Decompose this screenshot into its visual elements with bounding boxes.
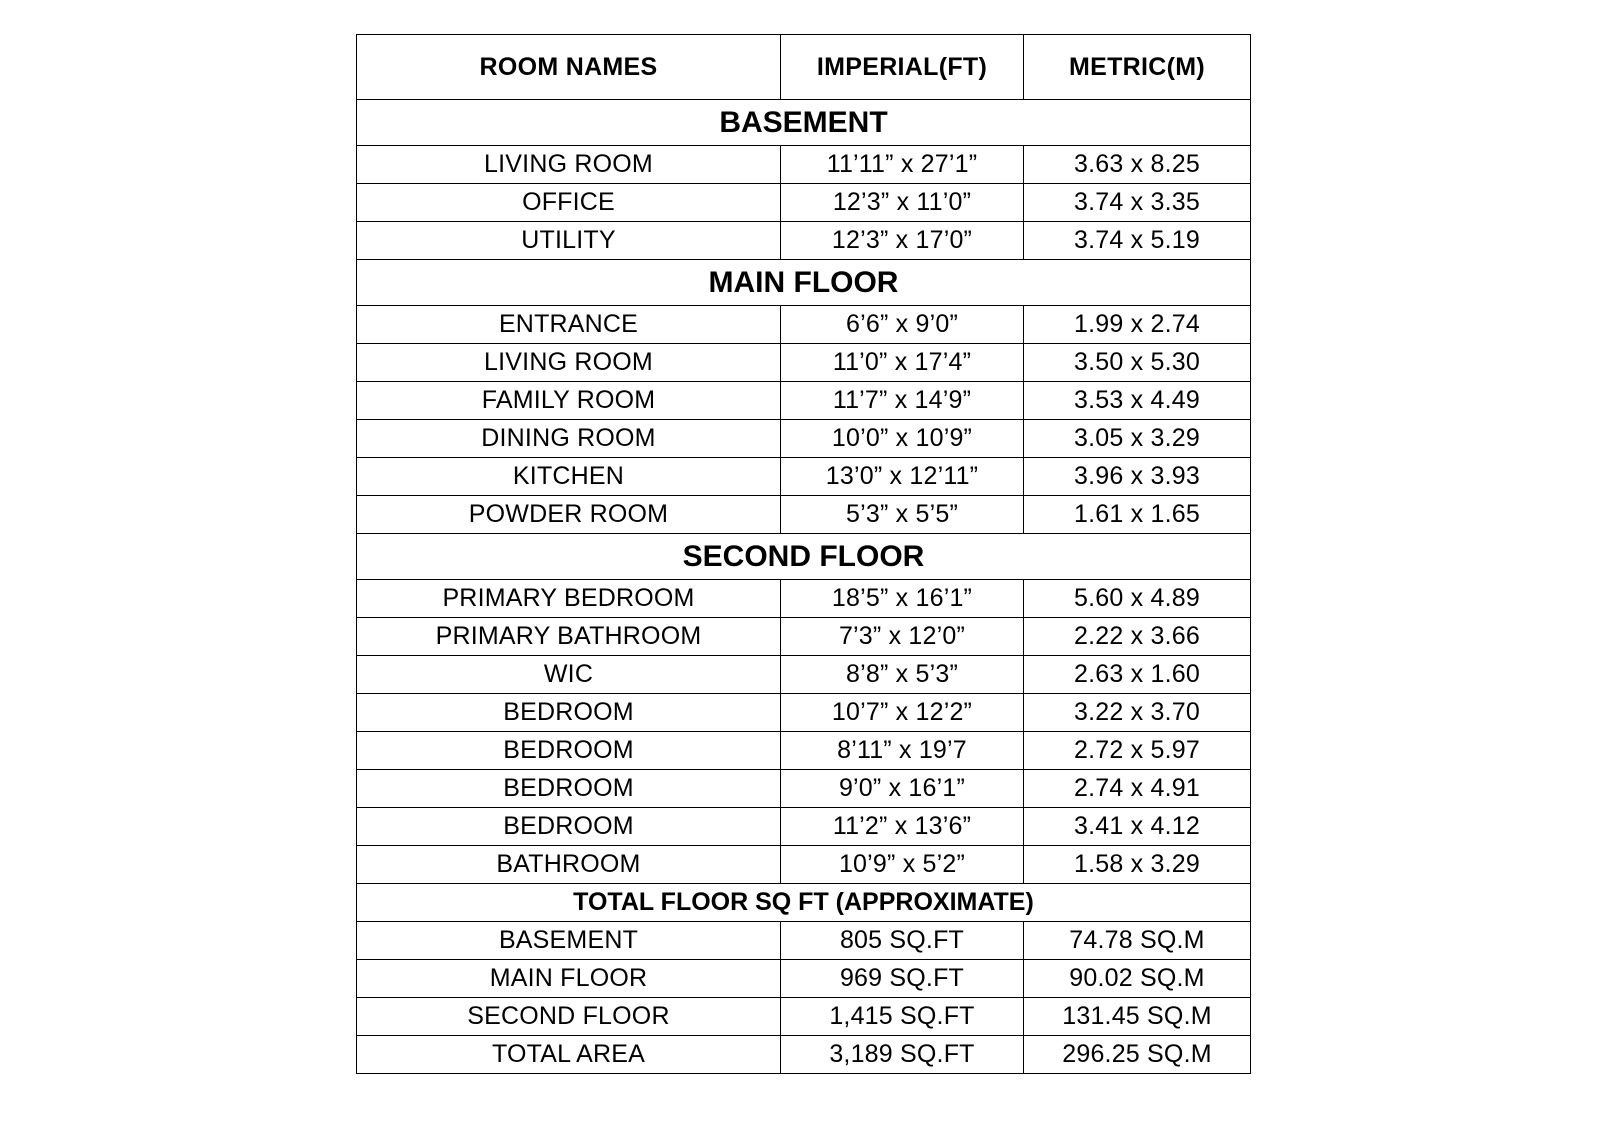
imperial-area: 969 SQ.FT: [781, 960, 1024, 998]
imperial-size: 11’7” x 14’9”: [781, 382, 1024, 420]
metric-size: 3.50 x 5.30: [1024, 344, 1251, 382]
imperial-size: 5’3” x 5’5”: [781, 496, 1024, 534]
section-title: TOTAL FLOOR SQ FT (APPROXIMATE): [357, 884, 1251, 922]
section-totals: [357, 884, 1251, 922]
table-row: [357, 146, 1251, 184]
room-name: WIC: [357, 656, 781, 694]
table-header-row: [357, 35, 1251, 100]
metric-size: 3.63 x 8.25: [1024, 146, 1251, 184]
imperial-size: 8’11” x 19’7: [781, 732, 1024, 770]
imperial-size: 11’0” x 17’4”: [781, 344, 1024, 382]
metric-size: 1.61 x 1.65: [1024, 496, 1251, 534]
table-row: [357, 922, 1251, 960]
table-row: [357, 618, 1251, 656]
table-row: [357, 382, 1251, 420]
metric-size: 1.58 x 3.29: [1024, 846, 1251, 884]
room-name: OFFICE: [357, 184, 781, 222]
imperial-size: 7’3” x 12’0”: [781, 618, 1024, 656]
imperial-area: 1,415 SQ.FT: [781, 998, 1024, 1036]
table-row: [357, 306, 1251, 344]
metric-size: 5.60 x 4.89: [1024, 580, 1251, 618]
table-row: [357, 1036, 1251, 1074]
table-row: [357, 184, 1251, 222]
table-row: [357, 960, 1251, 998]
room-name: LIVING ROOM: [357, 146, 781, 184]
room-name: KITCHEN: [357, 458, 781, 496]
metric-area: 74.78 SQ.M: [1024, 922, 1251, 960]
header-metric: METRIC(M): [1024, 35, 1251, 100]
imperial-size: 12’3” x 17’0”: [781, 222, 1024, 260]
metric-size: 3.74 x 5.19: [1024, 222, 1251, 260]
room-name: UTILITY: [357, 222, 781, 260]
floor-name: SECOND FLOOR: [357, 998, 781, 1036]
section-title: MAIN FLOOR: [357, 260, 1251, 306]
table-row: [357, 458, 1251, 496]
table-row: [357, 420, 1251, 458]
imperial-size: 12’3” x 11’0”: [781, 184, 1024, 222]
imperial-size: 11’2” x 13’6”: [781, 808, 1024, 846]
floor-name: MAIN FLOOR: [357, 960, 781, 998]
metric-size: 1.99 x 2.74: [1024, 306, 1251, 344]
imperial-area: 805 SQ.FT: [781, 922, 1024, 960]
imperial-size: 13’0” x 12’11”: [781, 458, 1024, 496]
room-name: PRIMARY BEDROOM: [357, 580, 781, 618]
table-row: [357, 694, 1251, 732]
metric-size: 2.63 x 1.60: [1024, 656, 1251, 694]
room-name: POWDER ROOM: [357, 496, 781, 534]
header-room-names: ROOM NAMES: [357, 35, 781, 100]
imperial-size: 9’0” x 16’1”: [781, 770, 1024, 808]
table-row: [357, 732, 1251, 770]
metric-area: 296.25 SQ.M: [1024, 1036, 1251, 1074]
floor-name: TOTAL AREA: [357, 1036, 781, 1074]
room-name: PRIMARY BATHROOM: [357, 618, 781, 656]
imperial-size: 10’9” x 5’2”: [781, 846, 1024, 884]
section-title: SECOND FLOOR: [357, 534, 1251, 580]
table-row: [357, 846, 1251, 884]
metric-size: 3.96 x 3.93: [1024, 458, 1251, 496]
imperial-size: 8’8” x 5’3”: [781, 656, 1024, 694]
table-row: [357, 496, 1251, 534]
metric-size: 3.05 x 3.29: [1024, 420, 1251, 458]
table-row: [357, 808, 1251, 846]
section-main-floor: [357, 260, 1251, 306]
room-name: BEDROOM: [357, 732, 781, 770]
section-basement: [357, 100, 1251, 146]
imperial-size: 6’6” x 9’0”: [781, 306, 1024, 344]
room-name: BEDROOM: [357, 694, 781, 732]
room-name: DINING ROOM: [357, 420, 781, 458]
imperial-area: 3,189 SQ.FT: [781, 1036, 1024, 1074]
metric-area: 131.45 SQ.M: [1024, 998, 1251, 1036]
room-name: ENTRANCE: [357, 306, 781, 344]
imperial-size: 10’7” x 12’2”: [781, 694, 1024, 732]
metric-size: 2.74 x 4.91: [1024, 770, 1251, 808]
room-dimensions-table: [356, 34, 1251, 1074]
imperial-size: 11’11” x 27’1”: [781, 146, 1024, 184]
imperial-size: 10’0” x 10’9”: [781, 420, 1024, 458]
metric-size: 3.41 x 4.12: [1024, 808, 1251, 846]
metric-size: 3.74 x 3.35: [1024, 184, 1251, 222]
room-name: BATHROOM: [357, 846, 781, 884]
metric-area: 90.02 SQ.M: [1024, 960, 1251, 998]
table-row: [357, 656, 1251, 694]
table-row: [357, 222, 1251, 260]
metric-size: 3.53 x 4.49: [1024, 382, 1251, 420]
room-name: BEDROOM: [357, 808, 781, 846]
table-row: [357, 770, 1251, 808]
section-title: BASEMENT: [357, 100, 1251, 146]
table-row: [357, 580, 1251, 618]
section-second-floor: [357, 534, 1251, 580]
room-name: BEDROOM: [357, 770, 781, 808]
metric-size: 2.72 x 5.97: [1024, 732, 1251, 770]
room-name: FAMILY ROOM: [357, 382, 781, 420]
room-name: LIVING ROOM: [357, 344, 781, 382]
table-row: [357, 998, 1251, 1036]
metric-size: 3.22 x 3.70: [1024, 694, 1251, 732]
imperial-size: 18’5” x 16’1”: [781, 580, 1024, 618]
metric-size: 2.22 x 3.66: [1024, 618, 1251, 656]
header-imperial: IMPERIAL(FT): [781, 35, 1024, 100]
table-row: [357, 344, 1251, 382]
floor-name: BASEMENT: [357, 922, 781, 960]
